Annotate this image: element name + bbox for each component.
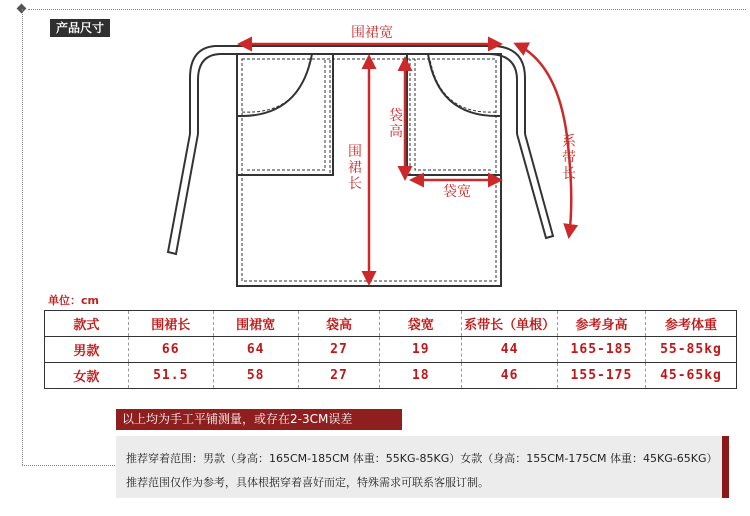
table-row — [45, 337, 737, 363]
cell-strap-length: 46 — [462, 363, 558, 389]
col-ref-weight: 参考体重 — [645, 311, 736, 337]
measurement-note-banner: 以上均为手工平铺测量，或存在2-3CM误差 — [116, 409, 402, 430]
width-label: 围裙宽 — [351, 25, 393, 41]
cell-ref-height: 155-175 — [557, 363, 645, 389]
cell-ref-weight: 55-85kg — [645, 337, 736, 363]
cell-apron-width: 64 — [213, 337, 298, 363]
strap-label-3: 长 — [562, 166, 576, 182]
col-strap-length: 系带长（单根） — [462, 311, 558, 337]
cell-style: 男款 — [45, 337, 129, 363]
cell-apron-length: 66 — [128, 337, 213, 363]
cell-pocket-height: 27 — [298, 363, 380, 389]
length-label-3: 长 — [348, 176, 362, 192]
recommendation-notes — [116, 436, 729, 498]
strap-label-1: 系 — [562, 134, 576, 150]
cell-apron-width: 58 — [213, 363, 298, 389]
length-label-2: 裙 — [348, 160, 362, 176]
cell-apron-length: 51.5 — [128, 363, 213, 389]
strap-label-2: 带 — [562, 150, 576, 166]
section-title: 产品尺寸 — [50, 19, 110, 37]
cell-pocket-width: 19 — [380, 337, 462, 363]
length-label-1: 围 — [348, 144, 362, 160]
table-header-row — [45, 311, 737, 337]
cell-style: 女款 — [45, 363, 129, 389]
col-pocket-height: 袋高 — [298, 311, 380, 337]
note-line-1: 推荐穿着范围：男款（身高：165CM-185CM 体重：55KG-85KG）女款（身高：155CM-175CM 体重：45KG-65KG） — [126, 452, 718, 465]
cell-strap-length: 44 — [462, 337, 558, 363]
col-apron-width: 围裙宽 — [213, 311, 298, 337]
cell-pocket-height: 27 — [298, 337, 380, 363]
cell-ref-height: 165-185 — [557, 337, 645, 363]
cell-ref-weight: 45-65kg — [645, 363, 736, 389]
pocket-height-label-1: 袋 — [389, 108, 403, 124]
cell-pocket-width: 18 — [380, 363, 462, 389]
col-pocket-width: 袋宽 — [380, 311, 462, 337]
dotted-border-bottom — [22, 465, 117, 466]
pocket-width-label: 袋宽 — [443, 184, 471, 200]
unit-label: 单位：cm — [48, 294, 99, 307]
table-row — [45, 363, 737, 389]
col-style: 款式 — [45, 311, 129, 337]
col-ref-height: 参考身高 — [557, 311, 645, 337]
pocket-height-label-2: 高 — [389, 124, 403, 140]
size-table — [44, 310, 737, 389]
note-line-2: 推荐范围仅作为参考，具体根据穿着喜好而定，特殊需求可联系客服订制。 — [126, 476, 489, 489]
col-apron-length: 围裙长 — [128, 311, 213, 337]
